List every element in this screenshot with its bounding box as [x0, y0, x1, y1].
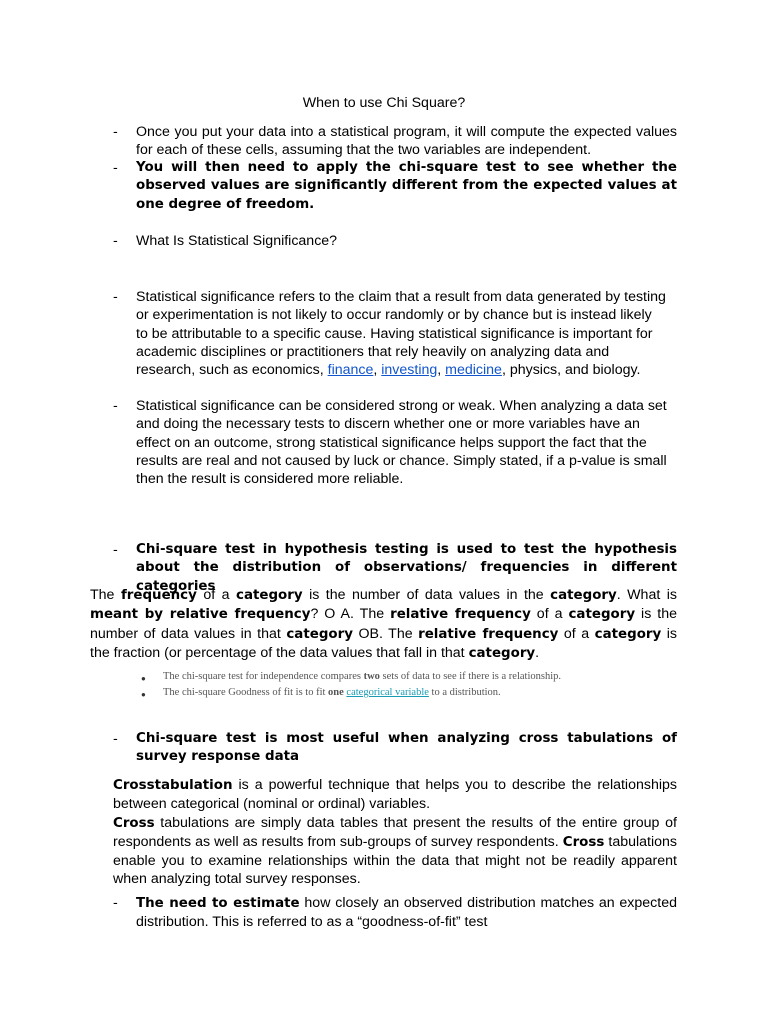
freq-text: The	[90, 587, 121, 603]
freq-term: relative frequency	[418, 626, 559, 642]
dash-marker: -	[113, 895, 118, 911]
small-text: sets of data to see if there is a relationship.	[379, 671, 561, 682]
freq-text: ? O A. The	[310, 606, 391, 623]
small-text: to a distribution.	[428, 687, 501, 698]
freq-term: category	[468, 645, 536, 661]
freq-text: is the number of data values in the	[302, 587, 551, 603]
list-item-expected-values: Once you put your data into a statistical program, it will compute the expected values for each of these cells, assuming that the two variables are independent.	[136, 124, 677, 159]
significance-text: Statistical significance refers to the claim that a result from data generated by testing or experimentation is not likely to occur randomly or by chance but is instead likely to be attributable to a specific cause. Having statistical significance is important for academic disciplines or practitioners that rely heavily on analyzing data and research, such as economics,	[136, 289, 666, 379]
dash-marker: -	[113, 731, 118, 747]
list-item-hypothesis-testing: Chi-square test in hypothesis testing is used to test the hypothesis about the distribution of observations/ frequencies in different categories	[136, 542, 677, 594]
dash-marker: -	[113, 233, 118, 249]
freq-term: relative frequency	[390, 607, 531, 623]
freq-term: category	[236, 588, 303, 603]
small-bold: one	[328, 687, 344, 698]
freq-text: .	[535, 644, 540, 661]
freq-text: is the number of data values in that	[90, 606, 677, 642]
bullet-dot: ●	[141, 690, 146, 699]
cross-term: Cross	[113, 815, 155, 831]
frequency-paragraph	[90, 586, 677, 663]
list-item-what-is-significance: What Is Statistical Significance?	[136, 233, 338, 249]
small-text: The chi-square Goodness of fit is to fit	[163, 687, 329, 698]
bullet-dot: ●	[141, 674, 146, 683]
list-item-significance-definition: Statistical significance refers to the claim that a result from data generated by testing or experimentation is not likely to occur randomly or by chance but is instead likely to be attributable to a specific cause. Having statistical significance is important for academic disciplines or practitioners that rely heavily on analyzing data and research, such as economics, finance, investing, medicine, physics, and biology.	[136, 289, 666, 379]
dash-marker: -	[113, 160, 118, 176]
list-item-cross-tabulations: Chi-square test is most useful when analyzing cross tabulations of survey response data	[136, 731, 677, 765]
freq-term: category	[594, 626, 662, 642]
need-to-estimate: The need to estimate	[136, 896, 300, 911]
cross-text: tabulations enable you to examine relationships within the data that might not be readily apparent when analyzing total survey responses.	[113, 833, 677, 888]
medicine-link[interactable]: medicine	[445, 362, 502, 379]
freq-text: of a	[530, 606, 569, 623]
freq-text: of a	[558, 625, 595, 642]
dash-marker: -	[113, 542, 118, 558]
cross-term: Cross	[562, 834, 605, 850]
goodness-text: how closely an observed distribution matches an expected distribution. This is referred to as a “goodness-of-fit” test	[136, 895, 677, 931]
freq-term: category	[286, 626, 353, 642]
freq-term: meant by relative frequency	[90, 607, 311, 623]
freq-term: category	[568, 607, 636, 623]
cross-text: is a powerful technique that helps you to describe the relationships between categorical (nominal or ordinal) variables.	[113, 777, 677, 813]
dash-marker: -	[113, 398, 118, 414]
freq-text: . What is	[616, 587, 678, 603]
crosstabulation-paragraph	[113, 776, 677, 889]
categorical-variable-link[interactable]: categorical variable	[346, 687, 429, 698]
page-title: When to use Chi Square?	[302, 95, 466, 111]
small-bold: two	[363, 671, 380, 682]
dash-marker: -	[113, 289, 118, 305]
finance-link[interactable]: finance	[327, 362, 374, 379]
freq-text: OB. The	[352, 625, 419, 642]
freq-text: of a	[196, 587, 237, 603]
list-item-apply-chi-square: You will then need to apply the chi-square test to see whether the observed values are significantly different from the expected values at one degree of freedom.	[136, 160, 677, 212]
cross-term: Crosstabulation	[113, 778, 233, 793]
dash-marker: -	[113, 124, 118, 140]
significance-text-end: , physics, and biology.	[501, 362, 641, 379]
small-text: The chi-square test for independence compares	[163, 671, 364, 682]
freq-term: frequency	[120, 588, 197, 603]
investing-link[interactable]: investing	[381, 362, 438, 379]
small-item-goodness	[163, 685, 501, 700]
small-item-independence	[163, 669, 561, 684]
cross-text: tabulations are simply data tables that present the results of the entire group of respondents as well as results from sub-groups of survey respondents.	[113, 814, 677, 850]
freq-text: is the fraction (or percentage of the data values that fall in that	[90, 625, 677, 661]
freq-term: category	[550, 588, 617, 603]
list-item-strong-weak: Statistical significance can be considered strong or weak. When analyzing a data set and doing the necessary tests to discern whether one or more variables have an effect on an outcome, strong statistical significance helps support the fact that the results are real and not caused by luck or chance. Simply stated, if a p-value is small then the result is considered more reliable.	[136, 398, 667, 488]
list-item-goodness-of-fit	[136, 894, 677, 932]
